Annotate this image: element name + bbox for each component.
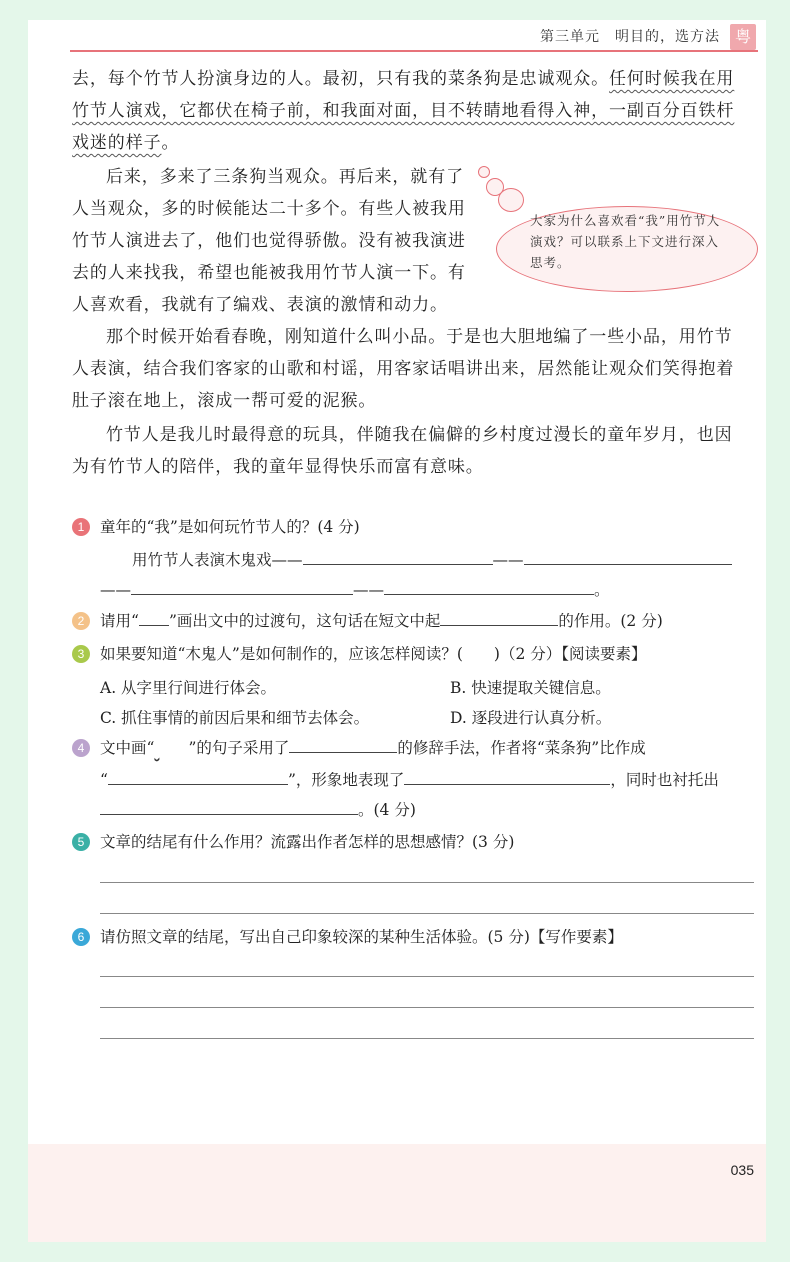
question-1-answer-line-2: —— —— 。 — [100, 578, 610, 602]
passage-line: 竹节人是我儿时最得意的玩具，伴随我在偏僻的乡村度过漫长的童年岁月，也因 — [106, 425, 733, 445]
answer-blank[interactable] — [524, 548, 732, 565]
option-b[interactable]: B. 快速提取关键信息。 — [450, 679, 611, 697]
passage-line: 后来，多来了三条狗当观众。再后来，就有了 — [106, 167, 464, 187]
question-4-line-3: 。(4 分) — [100, 798, 416, 822]
question-6-badge: 6 — [72, 928, 90, 946]
thinking-note: 大家为什么喜欢看“我”用竹节人演戏？可以联系上下文进行深入思考。 — [530, 213, 721, 270]
passage-line: 竹节人演戏，它都伏在椅子前，和我面对面，目不转睛地看得入神，一副百分百铁杆 — [72, 101, 735, 121]
question-4-line-2: “ ”，形象地表现了 ，同时也衬托出 — [100, 768, 719, 792]
passage-line: 人当观众，多的时候能达二十多个。有些人被我用 — [72, 199, 466, 219]
option-d[interactable]: D. 逐段进行认真分析。 — [450, 709, 612, 727]
question-3-badge: 3 — [72, 645, 90, 663]
question-4-badge: 4 — [72, 739, 90, 757]
answer-blank[interactable] — [440, 609, 558, 626]
page-number: 035 — [730, 1162, 754, 1178]
thought-bubble-large — [498, 188, 524, 212]
answer-line[interactable] — [100, 913, 754, 914]
passage-line: 去，每个竹节人扮演身边的人。最初，只有我的菜条狗是忠诚观众。任何时候我在用 — [72, 69, 735, 89]
passage-line: 竹节人演进去了，他们也觉得骄傲。没有被我演进 — [72, 231, 466, 251]
answer-line[interactable] — [100, 1038, 754, 1039]
unit-seal-icon: 粤 — [730, 24, 756, 50]
question-6-text: 请仿照文章的结尾，写出自己印象较深的某种生活体验。(5 分)【写作要素】 — [100, 928, 623, 946]
answer-blank[interactable] — [289, 736, 397, 753]
question-2-text: 请用“ ”画出文中的过渡句，这句话在短文中起 的作用。(2 分) — [100, 609, 663, 633]
answer-blank[interactable] — [100, 798, 358, 815]
passage-line: 那个时候开始看春晚，刚知道什么叫小品。于是也大胆地编了一些小品，用竹节 — [106, 327, 733, 347]
passage-line: 戏迷的样子。 — [72, 133, 180, 153]
wavy-line-sample — [154, 736, 188, 760]
question-5-text: 文章的结尾有什么作用？流露出作者怎样的思想感情？(3 分) — [100, 833, 515, 851]
answer-blank[interactable] — [131, 578, 353, 595]
option-c[interactable]: C. 抓住事情的前因后果和细节去体会。 — [100, 709, 370, 727]
passage-line: 肚子滚在地上，滚成一帮可爱的泥猴。 — [72, 391, 377, 411]
answer-blank[interactable] — [384, 578, 594, 595]
worksheet-page — [28, 20, 766, 1242]
passage-line: 为有竹节人的陪伴，我的童年显得快乐而富有意味。 — [72, 457, 484, 477]
question-2-badge: 2 — [72, 612, 90, 630]
answer-blank[interactable] — [108, 768, 288, 785]
question-5-badge: 5 — [72, 833, 90, 851]
header-divider — [70, 50, 758, 52]
unit-title: 第三单元 明目的，选方法 — [540, 29, 720, 45]
passage-line: 人表演，结合我们客家的山歌和村谣，用客家话唱讲出来，居然能让观众们笑得抱着 — [72, 359, 735, 379]
answer-blank[interactable] — [404, 768, 610, 785]
question-1-badge: 1 — [72, 518, 90, 536]
passage-line: 去的人来找我，希望也能被我用竹节人演一下。有 — [72, 263, 466, 283]
question-1-answer-line: 用竹节人表演木鬼戏—— —— — [132, 548, 732, 572]
question-4-text: 文中画“ ”的句子采用了 的修辞手法，作者将“菜条狗”比作成 — [100, 736, 646, 760]
thought-bubble-small — [478, 166, 490, 178]
question-3-text: 如果要知道“木鬼人”是如何制作的，应该怎样阅读？( )（2 分）【阅读要素】 — [100, 645, 647, 663]
underline-sample — [139, 609, 169, 626]
answer-line[interactable] — [100, 976, 754, 977]
answer-line[interactable] — [100, 1007, 754, 1008]
answer-blank[interactable] — [303, 548, 493, 565]
page-footer — [28, 1144, 766, 1242]
answer-line[interactable] — [100, 882, 754, 883]
question-1-text: 童年的“我”是如何玩竹节人的？(4 分) — [100, 518, 360, 536]
passage-line: 人喜欢看，我就有了编戏、表演的激情和动力。 — [72, 295, 448, 315]
option-a[interactable]: A. 从字里行间进行体会。 — [100, 679, 277, 697]
